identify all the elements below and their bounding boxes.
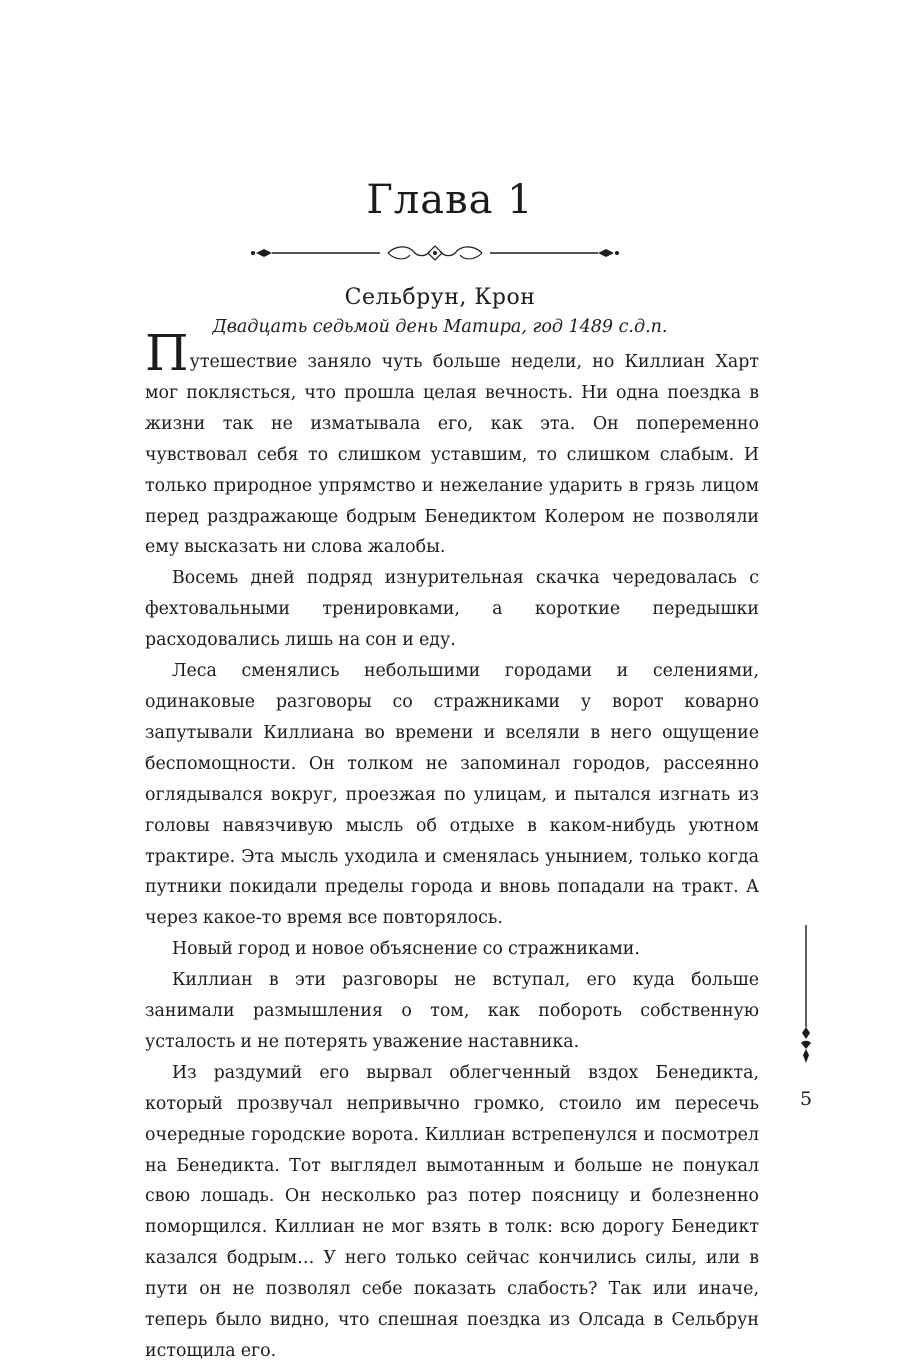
section-date: Двадцать седьмой день Матира, год 1489 с.д.п. [212, 317, 668, 337]
section-place-heading: Сельбрун, Крон [344, 285, 536, 310]
paragraph: Леса сменялись небольшими городами и селениями, одинаковые разговоры со стражниками у ворот коварно запутывали Киллиана во времени и вселяли в него ощущение беспомощности. Он толком не запоминал городов, рассеянно оглядывался вокруг, проезжая по улицам, и пытался изгнать из головы навязчивую мысль об отдыхе в каком-нибудь уютном трактире. Эта мысль уходила и сменялась унынием, только когда путники покидали пределы города и вновь попадали на тракт. А через какое-то время все повторялось. [145, 661, 759, 929]
flourish-divider-icon [250, 240, 620, 266]
paragraph: Новый город и новое объяснение со стражниками. [171, 939, 640, 960]
chapter-title: Глава 1 [366, 177, 534, 223]
paragraph: Из раздумий его вырвал облегченный вздох Бенедикта, который прозвучал непривычно громко, стоило им пересечь очередные городские ворота. Киллиан встрепенулся и посмотрел на Бенедикта. Тот выглядел вымотанным и больше не понукал свою лошадь. Он несколько раз потер поясницу и болезненно поморщился. Киллиан не мог взять в толк: всю дорогу Бенедикт казался бодрым… У него только сейчас кончились силы, или в пути он не позволял себе показать слабость? Так или иначе, теперь было видно, что спешная поездка из Олсада в Сельбрун истощила его. [145, 1062, 759, 1361]
paragraph: Восемь дней подряд изнурительная скачка чередовалась с фехтовальными тренировками, а короткие передышки расходовались лишь на сон и еду. [145, 568, 759, 651]
drop-cap: П [145, 324, 189, 382]
vertical-line-with-finial-icon [795, 925, 817, 1067]
paragraph: Киллиан в эти разговоры не вступал, его куда больше занимали размышления о том, как побороть собственную усталость и не потерять уважение наставника. [145, 970, 759, 1052]
paragraph-text: утешествие заняло чуть больше недели, но Киллиан Харт мог поклясться, что прошла целая вечность. Ни одна поездка в жизни так не изматывала его, как эта. Он попеременно чувствовал себя то слишком уставшим, то слишком слабым. И только природное упрямство и нежелание ударить в грязь лицом перед раздражающе бодрым Бенедиктом Колером не позволяли ему высказать ни слова жалобы. [145, 352, 759, 558]
page-number: 5 [799, 1088, 813, 1110]
